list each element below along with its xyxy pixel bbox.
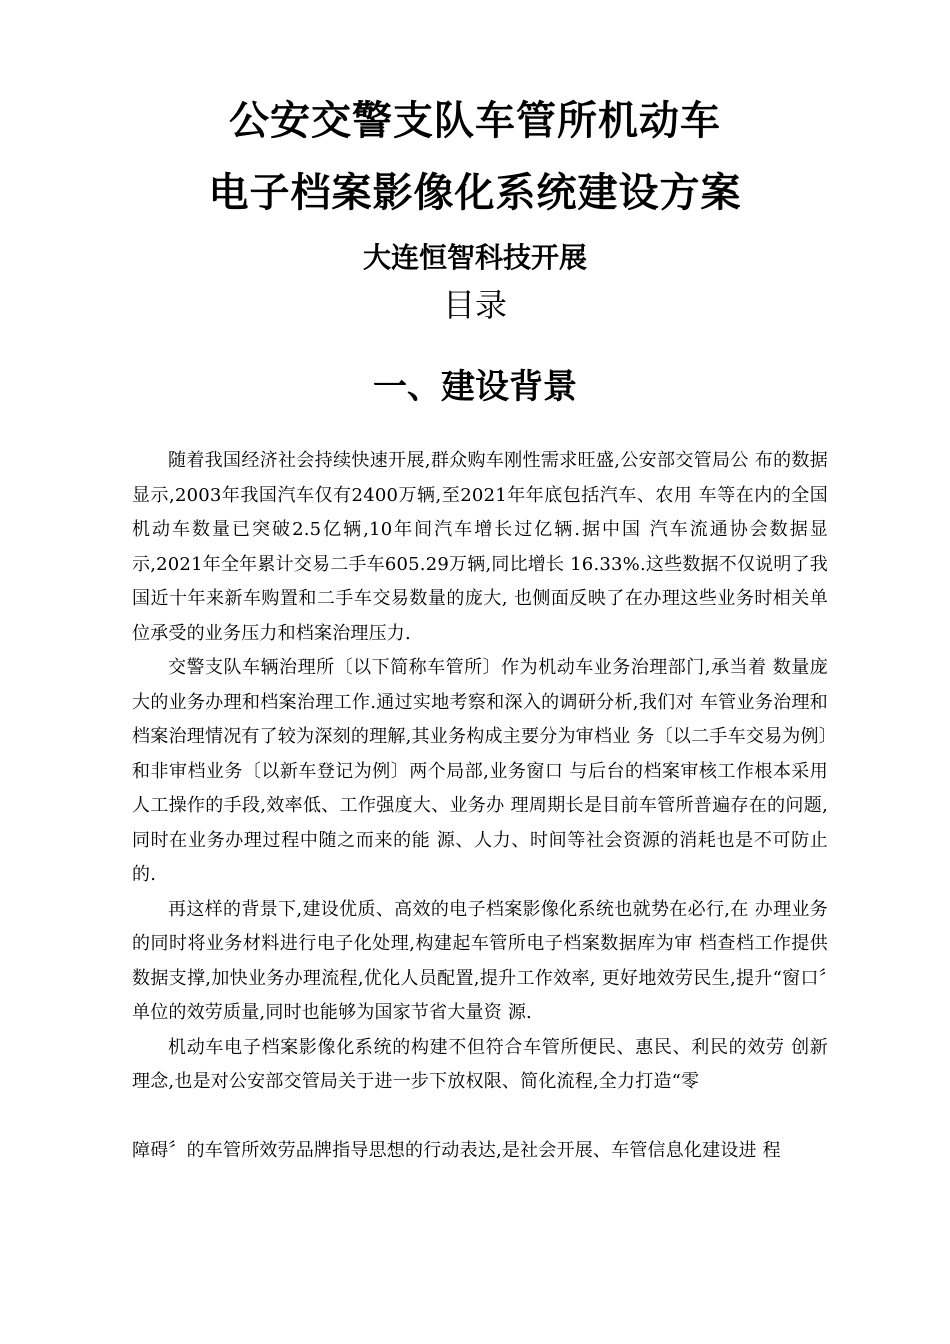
paragraph-2: 交警支队车辆治理所〔以下简称车管所〕作为机动车业务治理部门,承当着 数量庞大的业务办理和档案治理工作.通过实地考察和深入的调研分析,我们对 车管业务治理和档案治理情况有了较为深刻的理解,其业务构成主要分为审档业 务〔以二手车交易为例〕和非审档业务〔以新车登记为例〕两个局部,业务窗口 与后台的档案审核工作根本采用人工操作的手段,效率低、工作强度大、业务办 理周期长是目前车管所普遍存在的问题,同时在业务办理过程中随之而来的能 源、人力、时间等社会资源的消耗也是不可防止的. [132, 657, 828, 885]
company-name: 大连恒智科技开展 [362, 241, 587, 274]
toc-heading: 目录 [442, 286, 507, 324]
paragraph-continuation: 障碍〞的车管所效劳品牌指导思想的行动表达,是社会开展、车管信息化建设进 程 [132, 1139, 781, 1161]
paragraph-4: 机动车电子档案影像化系统的构建不但符合车管所便民、惠民、利民的效劳 创新理念,也是对公安部交管局关于进一步下放权限、简化流程,全力打造“零 [132, 1036, 828, 1092]
document-title-line-1: 公安交警支队车管所机动车 [229, 98, 721, 144]
document-title-line-2: 电子档案影像化系统建设方案 [208, 170, 742, 216]
paragraph-1: 随着我国经济社会持续快速开展,群众购车刚性需求旺盛,公安部交管局公 布的数据显示,2003年我国汽车仅有2400万辆,至2021年年底包括汽车、农用 车等在内的全国机动车数量已突破2.5亿辆,10年间汽车增长过亿辆.据中国 汽车流通协会数据显示,2021年全年累计交易二手车605.29万辆,同比增长 16.33%.这些数据不仅说明了我国近十年来新车购置和二手车交易数量的庞大, 也侧面反映了在办理这些业务时相关单位承受的业务压力和档案治理压力. [132, 450, 828, 644]
paragraph-3: 再这样的背景下,建设优质、高效的电子档案影像化系统也就势在必行,在 办理业务的同时将业务材料进行电子化处理,构建起车管所电子档案数据库为审 档查档工作提供数据支撑,加快业务办理流程,优化人员配置,提升工作效率, 更好地效劳民生,提升“窗口〞单位的效劳质量,同时也能够为国家节省大量资 源. [132, 898, 828, 1023]
section-heading: 一、建设背景 [373, 367, 577, 407]
body-text [132, 444, 828, 1168]
